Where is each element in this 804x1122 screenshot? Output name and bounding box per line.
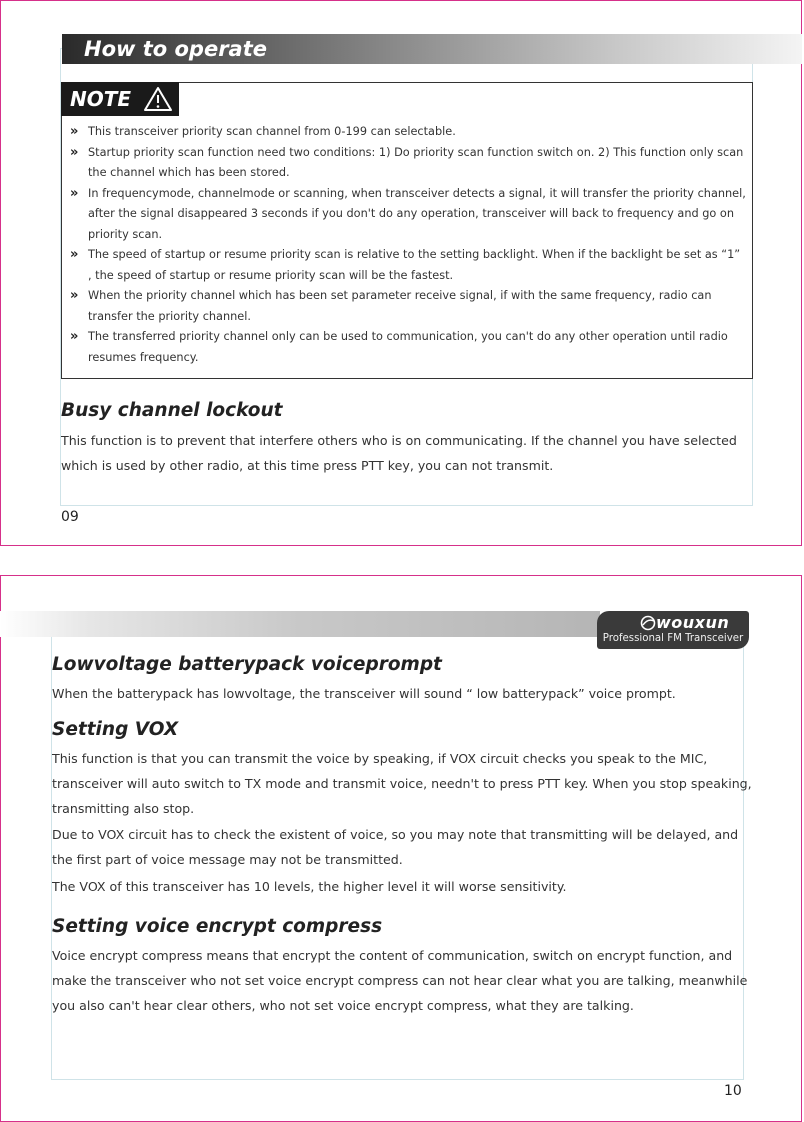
double-chevron-right-icon: » [70, 329, 79, 344]
page-10-header-bar [0, 611, 600, 637]
note-list [70, 122, 746, 368]
double-chevron-right-icon: » [70, 185, 79, 201]
vox-paragraph-1: This function is that you can transmit the voice by speaking, if VOX circuit checks you speak to the MIC, transceiver will auto switch to TX mode and transmit voice, needn't to press PTT key. When you stop speaking, transmitting also stop. [52, 751, 752, 817]
busy-channel-text: This function is to prevent that interfere others who is on communicating. If the channel you have selected which is used by other radio, at this time press PTT key, you can not transmit. [61, 433, 737, 474]
brand-logo: wouxun [656, 613, 730, 632]
double-chevron-right-icon: » [70, 288, 79, 303]
lowvoltage-title: Lowvoltage batterypack voiceprompt [52, 654, 442, 675]
double-chevron-right-icon: » [70, 247, 79, 262]
page-number-09: 09 [61, 509, 79, 525]
busy-channel-title: Busy channel lockout [61, 400, 283, 421]
page-number-10: 10 [724, 1083, 742, 1099]
brand-tagline: Professional FM Transceiver [602, 633, 744, 644]
vox-title: Setting VOX [52, 719, 179, 740]
voice-encrypt-title: Setting voice encrypt compress [52, 916, 383, 937]
note-item: » This transceiver priority scan channel from 0-199 can selectable. [70, 122, 746, 143]
section-header-title: How to operate [84, 37, 268, 61]
note-item: » The transferred priority channel only can be used to communication, you can't do any other operation until radio resumes frequency. [70, 329, 728, 364]
note-item: » In frequencymode, channelmode or scanning, when transceiver detects a signal, it will transfer the priority channel, after the signal disappeared 3 seconds if you don't do any operation, transceiver will back to frequency and go on priority scan. [70, 185, 746, 241]
note-item: » Startup priority scan function need two conditions: 1) Do priority scan function switch on. 2) This function only scan the channel which has been stored. [70, 144, 744, 179]
vox-paragraph-3: The VOX of this transceiver has 10 levels, the higher level it will worse sensitivity. [52, 879, 567, 894]
note-item: » When the priority channel which has been set parameter receive signal, if with the same frequency, radio can transfer the priority channel. [70, 288, 712, 323]
double-chevron-right-icon: » [70, 144, 79, 160]
brand-swoosh-icon [640, 615, 656, 631]
lowvoltage-text: When the batterypack has lowvoltage, the transceiver will sound “ low batterypack” voice prompt. [52, 686, 676, 701]
note-item: » The speed of startup or resume priority scan is relative to the setting backlight. When if the backlight be set as “1” , the speed of startup or resume priority scan will be the fastest. [70, 247, 741, 282]
voice-encrypt-text: Voice encrypt compress means that encrypt the content of communication, switch on encrypt function, and make the transceiver who not set voice encrypt compress can not hear clear what you are talking, meanwhile you also can't hear clear others, who not set voice encrypt compress, what they are talking. [52, 948, 748, 1014]
vox-paragraph-2: Due to VOX circuit has to check the existent of voice, so you may note that transmitting will be delayed, and the first part of voice message may not be transmitted. [52, 827, 739, 868]
warning-triangle-icon [143, 86, 173, 112]
double-chevron-right-icon: » [70, 124, 79, 139]
note-label: NOTE [70, 87, 132, 111]
